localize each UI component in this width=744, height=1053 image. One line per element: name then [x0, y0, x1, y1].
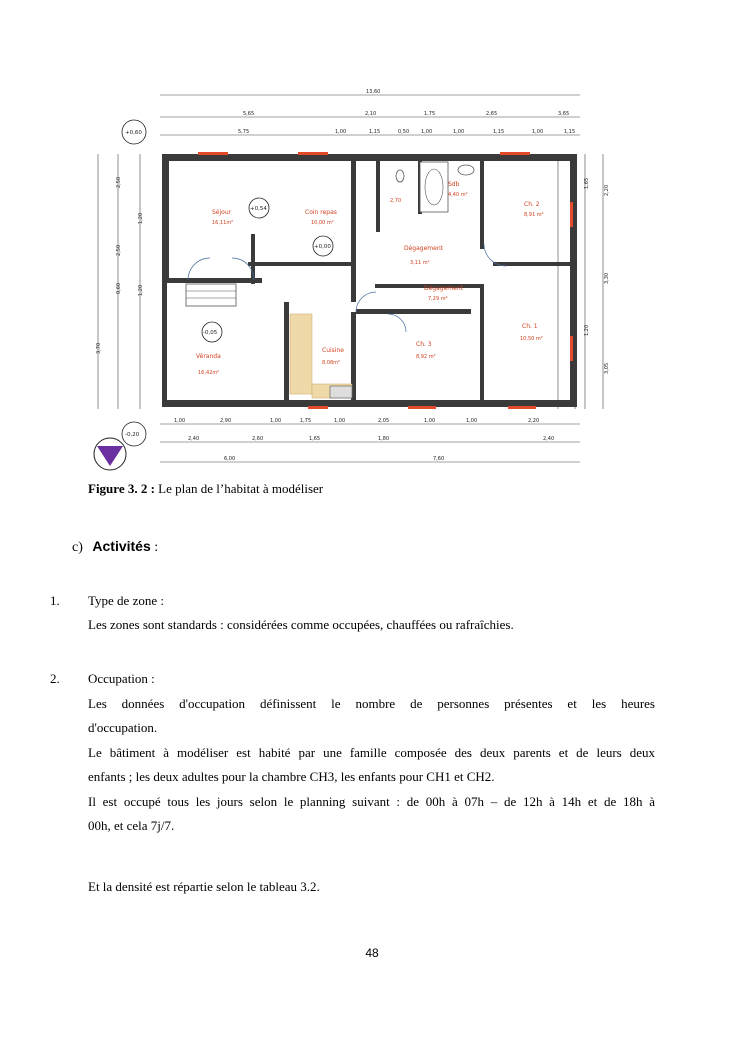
room-area: 8,91 m² — [524, 212, 544, 218]
room-name: Ch. 2 — [524, 201, 540, 208]
svg-text:2,65: 2,65 — [486, 111, 498, 117]
item-heading: Occupation : — [88, 671, 155, 686]
item-number: 2. — [50, 671, 60, 686]
svg-text:2,10: 2,10 — [365, 111, 377, 117]
figure-caption — [88, 481, 323, 497]
room-name: Dégagement — [404, 245, 443, 252]
svg-text:5,65: 5,65 — [243, 111, 255, 117]
svg-text:7,60: 7,60 — [433, 456, 445, 462]
svg-text:2,20: 2,20 — [604, 184, 610, 196]
svg-text:3,30: 3,30 — [604, 272, 610, 284]
north-arrow-icon — [94, 438, 126, 470]
room-area: 3,11 m² — [410, 260, 430, 266]
caption-text: Le plan de l’habitat à modéliser — [154, 481, 324, 496]
svg-text:1,15: 1,15 — [493, 129, 505, 135]
item-line: enfants ; les deux adultes pour la chambre CH3, les enfants pour CH1 et CH2. — [88, 769, 495, 784]
plan-overall-width: 13,60 — [366, 89, 381, 95]
svg-text:1,00: 1,00 — [334, 418, 346, 424]
room-area: 10,00 m² — [311, 220, 334, 226]
svg-text:0,50: 0,50 — [398, 129, 410, 135]
svg-text:1,65: 1,65 — [309, 436, 321, 442]
svg-text:1,00: 1,00 — [335, 129, 347, 135]
top-dims-row2 — [238, 129, 575, 135]
svg-text:0,60: 0,60 — [116, 282, 122, 294]
svg-text:1,00: 1,00 — [421, 129, 433, 135]
svg-text:1,20: 1,20 — [584, 324, 590, 336]
svg-text:-0,20: -0,20 — [125, 432, 140, 438]
svg-text:6,00: 6,00 — [224, 456, 236, 462]
section-title: Activités — [92, 538, 151, 554]
page-number: 48 — [365, 946, 379, 960]
svg-text:3,65: 3,65 — [558, 111, 570, 117]
closing-text: Et la densité est répartie selon le tableau 3.2. — [88, 879, 320, 894]
svg-text:1,00: 1,00 — [466, 418, 478, 424]
svg-text:1,00: 1,00 — [424, 418, 436, 424]
svg-text:1,00: 1,00 — [270, 418, 282, 424]
room-area: 8,08m² — [322, 360, 341, 366]
svg-text:1,20: 1,20 — [138, 284, 144, 296]
svg-text:1,00: 1,00 — [532, 129, 544, 135]
room-name: Ch. 3 — [416, 341, 432, 348]
left-dims — [96, 177, 144, 354]
item-heading: Type de zone : — [88, 593, 164, 608]
svg-text:-0,05: -0,05 — [203, 330, 218, 336]
walls — [162, 154, 577, 407]
bottom-dims-row1 — [174, 418, 539, 424]
room-area: 8,92 m² — [416, 354, 436, 360]
room-name: Véranda — [196, 353, 221, 360]
room-name: Séjour — [212, 209, 232, 216]
svg-text:1,65: 1,65 — [584, 177, 590, 189]
svg-text:2,50: 2,50 — [116, 176, 122, 188]
section-heading — [72, 538, 158, 556]
room-area: 16,11m² — [212, 220, 234, 226]
room-area: 16,42m² — [198, 370, 220, 376]
svg-text:2,20: 2,20 — [528, 418, 540, 424]
section-suffix: : — [150, 540, 159, 555]
item-line: 00h, et cela 7j/7. — [88, 818, 175, 833]
svg-text:1,15: 1,15 — [369, 129, 381, 135]
room-name: Ch. 1 — [522, 323, 538, 330]
room-area: 4,40 m² — [448, 192, 468, 198]
svg-text:3,05: 3,05 — [604, 362, 610, 374]
svg-text:+0,60: +0,60 — [125, 130, 142, 136]
svg-text:+0,54: +0,54 — [250, 206, 267, 212]
top-dims-row1 — [243, 111, 569, 117]
section-marker: c) — [72, 540, 83, 555]
svg-text:1,20: 1,20 — [138, 212, 144, 224]
svg-text:2,60: 2,60 — [252, 436, 264, 442]
right-dims — [572, 178, 610, 374]
svg-text:3,70: 3,70 — [96, 342, 102, 354]
floor-plan-figure — [88, 84, 610, 472]
svg-text:2,40: 2,40 — [188, 436, 200, 442]
room-name: Sdb — [448, 181, 460, 188]
svg-text:5,75: 5,75 — [238, 129, 250, 135]
room-area: 7,29 m² — [428, 296, 448, 302]
room-name: Coin repas — [305, 209, 337, 216]
bottom-dims-row2 — [188, 436, 554, 442]
item-line: Les données d'occupation définissent le nombre de personnes présentes et les heures — [88, 696, 655, 711]
svg-text:1,75: 1,75 — [300, 418, 312, 424]
svg-text:1,15: 1,15 — [564, 129, 576, 135]
svg-text:1,75: 1,75 — [424, 111, 436, 117]
svg-text:1,80: 1,80 — [378, 436, 390, 442]
svg-text:+0,00: +0,00 — [314, 244, 331, 250]
room-area: 10,50 m² — [520, 336, 543, 342]
item-line: Les zones sont standards : considérées comme occupées, chauffées ou rafraîchies. — [88, 617, 514, 632]
svg-text:2,90: 2,90 — [220, 418, 232, 424]
room-name: Cuisine — [322, 347, 344, 354]
svg-text:2,05: 2,05 — [378, 418, 390, 424]
svg-text:2,50: 2,50 — [116, 244, 122, 256]
svg-text:1,00: 1,00 — [453, 129, 465, 135]
room-name: Dégagement — [424, 285, 463, 292]
svg-text:1,00: 1,00 — [174, 418, 186, 424]
caption-label: Figure 3. 2 : — [88, 481, 155, 496]
svg-text:2,40: 2,40 — [543, 436, 555, 442]
kitchen-tiles — [290, 314, 352, 398]
item-line: d'occupation. — [88, 720, 158, 735]
room-area: 2,70 — [390, 198, 402, 204]
item-number: 1. — [50, 593, 60, 608]
item-line: Il est occupé tous les jours selon le planning suivant : de 00h à 07h – de 12h à 14h et de 18h à — [88, 794, 655, 809]
bottom-dims-row3 — [224, 456, 444, 462]
item-line: Le bâtiment à modéliser est habité par une famille composée des deux parents et de leurs deux — [88, 745, 655, 760]
